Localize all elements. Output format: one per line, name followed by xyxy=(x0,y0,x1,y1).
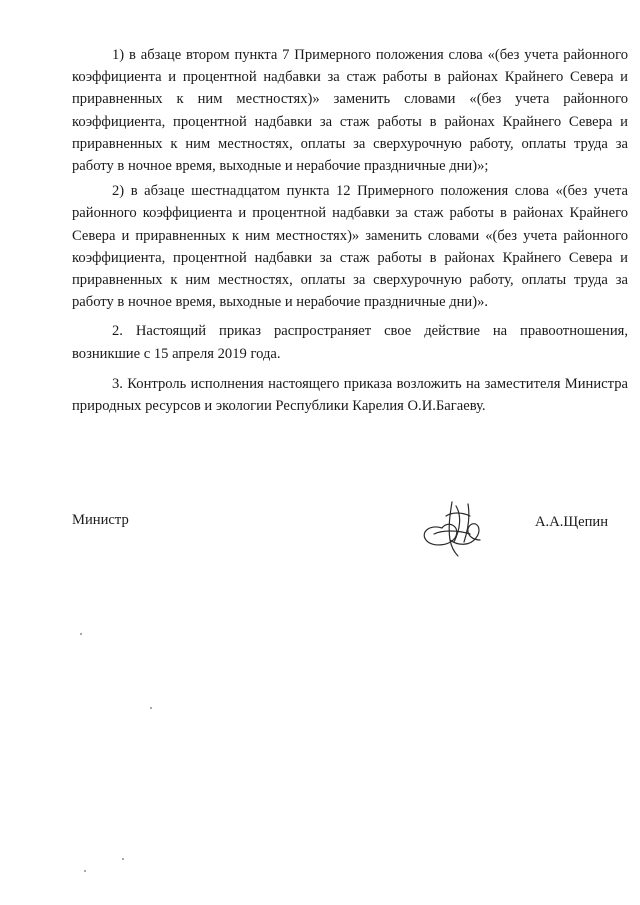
paragraph-amendment-1: 1) в абзаце втором пункта 7 Примерного положения слова «(без учета районного коэффициента и процентной надбавки за стаж работы в районах Крайнего Севера и приравненных к ним местностях)» заменить словами «(без учета районного коэффициента, процентной надбавки за стаж работы в районах Крайнего Севера и приравненных к ним местностях, оплаты за сверхурочную работу, оплаты труда за работу в ночное время, выходные и нерабочие праздничные дни)»; xyxy=(72,47,628,175)
paragraph-amendment-2: 2) в абзаце шестнадцатом пункта 12 Примерного положения слова «(без учета районного коэффициента и процентной надбавки за стаж работы в районах Крайнего Севера и приравненных к ним местностях)» заменить словами «(без учета районного коэффициента, процентной надбавки за стаж работы в районах Крайнего Севера и приравненных к ним местностях, оплаты за сверхурочную работу, оплаты труда за работу в ночное время, выходные и нерабочие праздничные дни)». xyxy=(72,183,628,311)
scan-speck xyxy=(122,858,124,860)
handwritten-signature-icon xyxy=(412,494,496,560)
paragraph-effective-date: 2. Настоящий приказ распространяет свое действие на правоотношения, возникшие с 15 апреля 2019 года. xyxy=(72,323,628,362)
document-body xyxy=(72,44,628,417)
scan-speck xyxy=(84,870,86,872)
scan-speck xyxy=(80,633,82,635)
scan-speck xyxy=(150,707,152,709)
signer-name: А.А.Щепин xyxy=(535,514,609,530)
signer-title: Министр xyxy=(72,512,129,528)
paragraph-control: 3. Контроль исполнения настоящего приказа возложить на заместителя Министра природных ресурсов и экологии Республики Карелия О.И.Багаеву. xyxy=(72,375,628,415)
